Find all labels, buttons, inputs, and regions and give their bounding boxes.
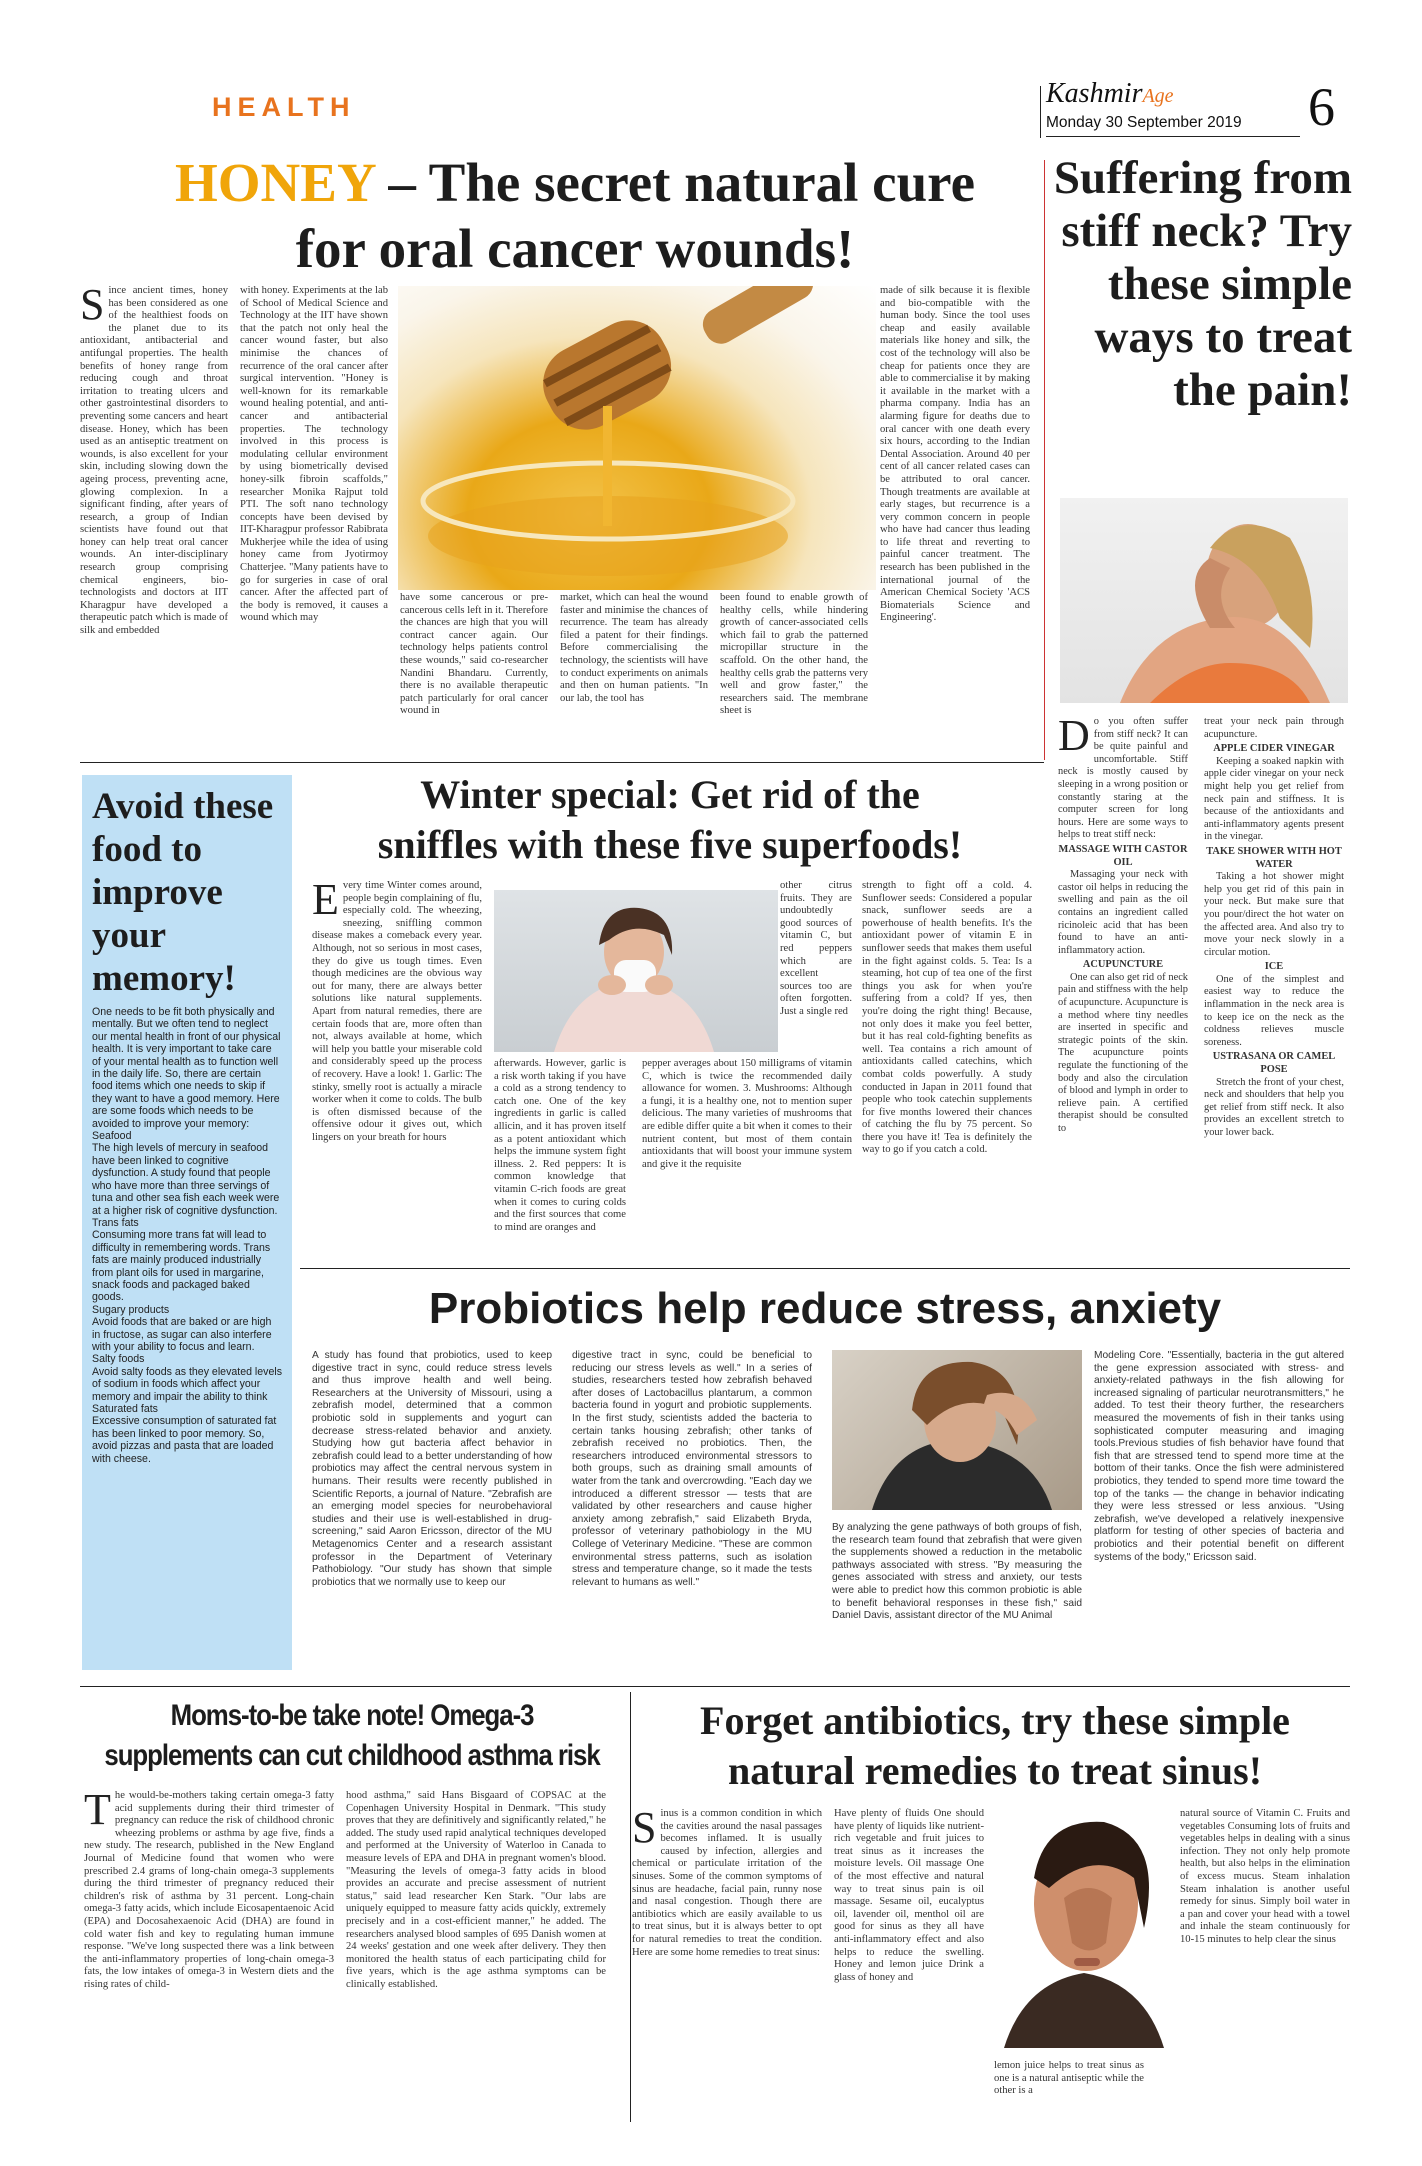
issue-date: Monday 30 September 2019: [1046, 114, 1242, 131]
neck-column-2: treat your neck pain through acupuncture. APPLE CIDER VINEGAR Keeping a soaked napkin with apple cider vinegar on your neck might help you get relief from neck pain and stiffness. It is because of the antioxidants and anti-inflammatory agents present in the vinegar. TAKE SHOWER WITH HOT WATER Taking a hot shower might help you get rid of this pain in your neck. But make sure that you pour/direct the hot water on the affected area. And also try to move your neck slowly in a circular motion. ICE One of the simplest and easiest way to reduce the inflammation in the neck area is to keep ice on the neck as the coldness relieves muscle soreness. USTRASANA OR CAMEL POSE Stretch the front of your chest, neck and shoulders that help you get relief from stiff neck. It also provides an excellent stretch to your lower back.: [1204, 716, 1344, 1138]
memory-text-saturated: Excessive consumption of saturated fat has been linked to poor memory. So, avoid pizzas and pasta that are loaded with cheese.: [92, 1415, 277, 1465]
sinus-column-3: lemon juice helps to treat sinus as one is a natural antiseptic while the other is a: [994, 2060, 1144, 2097]
honey-headline: HONEY – The secret natural cure for oral cancer wounds!: [175, 152, 975, 279]
winter-headline: Winter special: Get rid of the sniffles with these five superfoods!: [377, 772, 963, 867]
memory-text-trans-fats: Consuming more trans fat will lead to difficulty in remembering words. Trans fats are mainly produced industrially from plant oils for used in margarine, snack foods and packaged baked goods.: [92, 1229, 271, 1304]
neck-pain-photo: [1060, 498, 1348, 703]
honey-column-4: market, which can heal the wound faster and minimise the chances of recurrence. The team has already filed a patent for their findings. Before commercialising the technology, the scientists will have to conduct experiments on animals and then on human patients. "In our lab, the tool has: [560, 592, 708, 704]
memory-text-seafood: The high levels of mercury in seafood have been linked to cognitive dysfunction. A study found that people who have more than three servings of tuna and other sea fish each week were at a higher risk of cognitive dysfunction.: [92, 1142, 280, 1217]
sinus-column-1: Sinus is a common condition in which the cavities around the nasal passages becomes inflamed. It is usually caused by infection, allergies and chemical or particulate irritation of the sinuses. Some of the common symptoms of sinus are headache, facial pain, runny nose and nasal congestion. Though there are antibiotics which are easily available to us to treat sinus, but it is always better to opt for natural remedies to treat the condition. Here are some home remedies to treat sinus:: [632, 1808, 822, 1958]
memory-text-salty: Avoid salty foods as they elevated levels of sodium in foods which affect your memory and impair the ability to think: [92, 1365, 283, 1403]
winter-column-3b: pepper averages about 150 milligrams of vitamin C, which is twice the recommended daily allowance for women. 3. Mushrooms: Although a fungi, it is a healthy one, not to mention super delicious. The many varieties of mushrooms that are edible differ quite a bit when it comes to their nutrient content, but most of them contain antioxidants that will boost your immune system and give it the requisite: [642, 1058, 852, 1170]
sinus-headline: Forget antibiotics, try these simple natural remedies to treat sinus!: [700, 1698, 1290, 1793]
memory-heading-sugary: Sugary products: [92, 1303, 170, 1316]
winter-column-3a: other citrus fruits. They are undoubtedly good sources of vitamin C, but red peppers which are excellent sources too are often forgotten. Just a single red: [780, 880, 852, 1017]
probiotics-column-4: Modeling Core. "Essentially, bacteria in the gut altered the gene expression associated with stress- and anxiety-related pathways in the fish allowing for increased signaling of particular neurotransmitters," he added. To test their theory further, the researchers measured the movements of fish in their tanks using sophisticated computer measuring and imaging tools.Previous studies of fish behavior have found that fish that are stressed tend to spend more time at the bottom of their tanks. Once the fish were administered probiotics, they tended to spend more time toward the top of the tanks — the change in behavior indicating they were less stressed or less anxious. "Using zebrafish, we've developed a relatively inexpensive platform for testing of other species of bacteria and probiotics and their potential benefit on different systems of the body," Ericsson said.: [1094, 1350, 1344, 1563]
winter-column-1: Every time Winter comes around, people begin complaining of flu, especially cold. The wheezing, sneezing, sniffling common disease makes a comeback every year. Although, not so serious in most cases, they do give us tough times. Even though medicines are the obvious way out for many, there are always better solutions like natural supplements. Apart from natural remedies, there are certain foods that are, more often than not, always available at home, which will help you battle your miserable cold and considerably speed up the process of recovery. Have a look! 1. Garlic: The stinky, smelly root is actually a miracle worker when it come to colds. The bulb is often dismissed because of the offensive odour it gives out, which lingers on your breath for hours: [312, 880, 482, 1143]
probiotics-headline: Probiotics help reduce stress, anxiety: [428, 1284, 1222, 1333]
honey-column-1: Since ancient times, honey has been considered as one of the healthiest foods on the planet due to its antioxidant, antibacterial and antifungal properties. The health benefits of honey range from reducing cough and throat irritation to treating ulcers and other gastrointestinal disorders to preventing some cancers and heart disease. Honey, which has been used as an antiseptic treatment on wounds, is also excellent for your skin, including slowing down the ageing process, preventing acne, glowing complexion. In a significant finding, after years of research, a group of Indian scientists have found out that honey can help treat oral cancer wounds. An inter-disciplinary research group comprising chemical engineers, bio-technologists and doctors at IIT Kharagpur have developed a therapeutic patch which is made of silk and embedded: [80, 285, 228, 637]
masthead-rule: [1046, 136, 1300, 137]
omega-column-2: hood asthma," said Hans Bisgaard of COPSAC at the Copenhagen University Hospital in Denmark. "This study proves that they are definitively and significantly related," he added. The study used rapid analytical techniques developed and performed at the University of Waterloo in Canada to measure levels of EPA and DHA in pregnant women's blood. "Measuring the levels of omega-3 fatty acids in blood provides an accurate and precise assessment of nutrient status," said lead researcher Ken Stark. "Our labs are uniquely equipped to measure fatty acids quickly, extremely precisely and in a cost-efficient manner," he added. The researchers analysed blood samples of 695 Danish women at 24 weeks' gestation and one week after delivery. They then monitored the health status of each participating child for five years, which is the age asthma symptoms can be clinically established.: [346, 1790, 606, 1990]
memory-intro: One needs to be fit both physically and mentally. But we often tend to neglect our mental health in front of our physical health. It is very important to take care of your mental health as to function well in the daily life. So, there are certain food items which one needs to skip if they want to have a good memory. Here are some foods which needs to be avoided to improve your memory:: [92, 1006, 281, 1130]
winter-column-2: afterwards. However, garlic is a risk worth taking if you have a cold as a strong tendency to catch one. One of the key ingredients in garlic is called allicin, and it has proven itself as a potent antioxidant which helps the immune system fight illness. 2. Red peppers: It is common knowledge that vitamin C-rich foods are great when it comes to curing colds and the first sources that come to mind are oranges and: [494, 1058, 626, 1233]
probiotics-column-2: digestive tract in sync, could be beneficial to reducing our stress levels as well." In a series of studies, researchers tested how zebrafish behaved after doses of Lactobacillus plantarum, a common bacteria found in yogurt and probiotic supplements. In the first study, scientists added the bacteria to certain tanks housing zebrafish; other tanks of zebrafish received no probiotics. Then, the researchers introduced environmental stressors to both groups, such as draining small amounts of water from the tank and overcrowding. "Each day we introduced a different stressor — tests that are validated by other researchers and cause higher anxiety among zebrafish," said Elizabeth Bryda, professor of veterinary pathobiology in the MU College of Veterinary Medicine. "These are common environmental stress patterns, such as isolation stress and temperature change, so it made the tests relevant to humans as well.": [572, 1350, 812, 1588]
omega-headline: Moms-to-be take note! Omega-3 supplements can cut childhood asthma risk: [104, 1699, 600, 1772]
honey-photo: [398, 286, 876, 590]
masthead-divider: [1040, 86, 1041, 138]
memory-heading-seafood: Seafood: [92, 1130, 132, 1143]
omega-column-1: The would-be-mothers taking certain omega-3 fatty acid supplements during their third trimester of pregnancy can reduce the risk of childhood chronic wheezing problems or asthma by age five, finds a new study. The research, published in the New England Journal of Medicine found that women who were prescribed 2.4 grams of long-chain omega-3 supplements during the third trimester of pregnancy reduced their children's risk of asthma by 31 percent. Long-chain omega-3 fatty acids, which include Eicosapentaenoic Acid (EPA) and Docosahexaenoic Acid (DHA) are found in cold water fish and key to regulating human immune response. "We've long suspected there was a link between the anti-inflammatory properties of long-chain omega-3 fats, the low intakes of omega-3 in Western diets and the rising rates of child-: [84, 1790, 334, 1990]
row3-rule: [80, 1686, 1350, 1687]
memory-headline: Avoid these food to improve your memory!: [92, 786, 274, 999]
omega-sinus-divider: [630, 1692, 631, 2122]
stressed-woman-photo: [832, 1350, 1082, 1510]
honey-column-5: been found to enable growth of healthy cells, while hindering growth of cancer-associated cells which fail to grab the patterned micropillar structure in the scaffold. On the other hand, the healthy cells grab the patterns very well and grow faster," the researchers said. The membrane sheet is: [720, 592, 868, 717]
brand-logo: KashmirAge: [1046, 78, 1174, 109]
neck-column-1: Do you often suffer from stiff neck? It can be quite painful and uncomfortable. Stiff neck is mostly caused by sleeping in a wrong position or constantly staring at the computer screen for long hours. Here are some ways to helps to treat stiff neck: MASSAGE WITH CASTOR OIL Massaging your neck with castor oil helps in reducing the swelling and pain as the oil contains an ingredient called ricinoleic acid that has been found to have an anti-inflammatory action. ACUPUNCTURE One can also get rid of neck pain and stiffness with the help of acupuncture. Acupuncture is a method where tiny needles are inserted in specific and strategic points of the skin. The acupuncture points regulate the functioning of the body and also the circulation of blood and lymph in order to relieve pain. A certified therapist should be consulted to: [1058, 716, 1188, 1134]
honey-neck-divider: [1044, 160, 1045, 760]
memory-heading-salty: Salty foods: [92, 1353, 145, 1366]
winter-column-4: strength to fight off a cold. 4. Sunflower seeds: Considered a popular snack, sunflower seeds are a powerhouse of health benefits. It's the antioxidant power of vitamin E in sunflower seeds that makes them useful in the fight against colds. 5. Tea: Is a steaming, hot cup of tea one of the first things you ask for when you're suffering from a cold? If yes, then you're doing the right thing! Because, not only does it make you feel better, but it has real cold-fighting benefits as well. Tea contains a rich amount of antioxidants called catechins, which combat colds powerfully. A study conducted in Japan in 2011 found that people who took catechin supplements for five months lowered their chances of catching the flu by 75 percent. So there you have it! Tea is definitely the way to go if you catch a cold.: [862, 880, 1032, 1156]
probiotics-column-1: A study has found that probiotics, used to keep digestive tract in sync, could reduce stress levels and thus improve health and well being. Researchers at the University of Missouri, using a zebrafish model, determined that a common probiotic sold in supplements and yogurt can decrease stress-related behavior and anxiety. Studying how gut bacteria affect behavior in zebrafish could lead to a better understanding of how probiotics may affect the central nervous system in humans. Their results were recently published in Scientific Reports, a journal of Nature. "Zebrafish are an emerging model species for neurobehavioral studies and their use is well-established in drug-screening," said Aaron Ericsson, director of the MU Metagenomics Center and a research assistant professor in the Department of Veterinary Pathobiology. "Our study has shown that simple probiotics that we normally use to keep our: [312, 1350, 552, 1588]
probiotics-column-3: By analyzing the gene pathways of both groups of fish, the research team found that zebrafish that were given the supplements showed a reduction in the metabolic pathways associated with stress. "By measuring the genes associated with stress and anxiety, our tests were able to predict how this common probiotic is able to benefit behavioral responses in these fish," said Daniel Davis, assistant director of the MU Animal: [832, 1522, 1082, 1622]
honey-column-2: with honey. Experiments at the lab of School of Medical Science and Technology at the IIT have shown that the patch not only heal the cancer wound faster, but also minimise the chances of recurrence of the oral cancer after surgical intervention. "Honey is well-known for its remarkable wound healing potential, and anti-cancer and antibacterial properties. The technology involved in this process is modulating cellular environment by using biometrically devised honey-silk fibroin scaffolds," researcher Monika Rajput told PTI. The soft nano technology concepts have been devised by IIT-Kharagpur professor Rabibrata Mukherjee while the idea of using honey came from Jyotirmoy Chatterjee. "Many patients have to go for surgeries in case of oral cancer. After the affected part of the body is removed, it causes a wound which may: [240, 285, 388, 624]
memory-heading-trans-fats: Trans fats: [92, 1216, 139, 1229]
sinus-column-2: Have plenty of fluids One should have plenty of liquids like nutrient-rich vegetable and fruit juices to treat sinus as it increases the moisture levels. Oil massage One of the most effective and natural way to treat sinus pain is oil massage. Sesame oil, eucalyptus oil, lavender oil, menthol oil are good for sinus as they all have anti-inflammatory effect and also helps to reduce the swelling. Honey and lemon juice Drink a glass of honey and: [834, 1808, 984, 1983]
row2-rule: [300, 1268, 1350, 1269]
memory-heading-saturated: Saturated fats: [92, 1403, 158, 1415]
honey-column-3: have some cancerous or pre-cancerous cells left in it. Therefore the chances are high that you will contract cancer again. Our technology helps patients control these wounds," said co-researcher Nandini Bhandaru. Currently, there is no available therapeutic patch particularly for oral cancer wound in: [400, 592, 548, 717]
sinus-column-4: natural source of Vitamin C. Fruits and vegetables Consuming lots of fruits and vegetables helps in dealing with a sinus infection. They not only help promote health, but also helps in the elimination of excess mucus. Steam inhalation Steam inhalation is another useful remedy for sinus. Simply boil water in a pan and cover your head with a towel and inhale the steam continuously for 10-15 minutes to help clear the sinus: [1180, 1808, 1350, 1945]
row1-rule: [80, 762, 1044, 763]
neck-headline: Suffering from stiff neck? Try these simple ways to treat the pain!: [1053, 152, 1352, 416]
memory-sidebar: [82, 775, 292, 1670]
honey-dipper-icon: [398, 286, 876, 590]
section-label: HEALTH: [212, 92, 356, 122]
memory-text-sugary: Avoid foods that are baked or are high in fructose, as sugar can also interfere with your ability to focus and learn.: [92, 1316, 272, 1353]
page-number: 6: [1308, 77, 1335, 137]
honey-column-6: made of silk because it is flexible and bio-compatible with the human body. Since the tool uses cheap and easily available materials like honey and silk, the cost of the technology will also be cheap for patients once they are able to commercialise it by making it available in the market with a pharma company. India has an alarming figure for deaths due to oral cancer with one death every six hours, according to the Indian Dental Association. Around 40 per cent of all cancer related cases can be attributed to oral cancer. Though treatments are available at early stages, but recurrence is a very common concern in people who have had cancer thus leading to life threat and reverting to painful cancer treatment. The research has been published in the international journal of the American Chemical Society 'ACS Biomaterials Science and Engineering'.: [880, 285, 1030, 624]
sneezing-woman-photo: [494, 890, 778, 1052]
sinus-pain-photo: [994, 1808, 1174, 2048]
